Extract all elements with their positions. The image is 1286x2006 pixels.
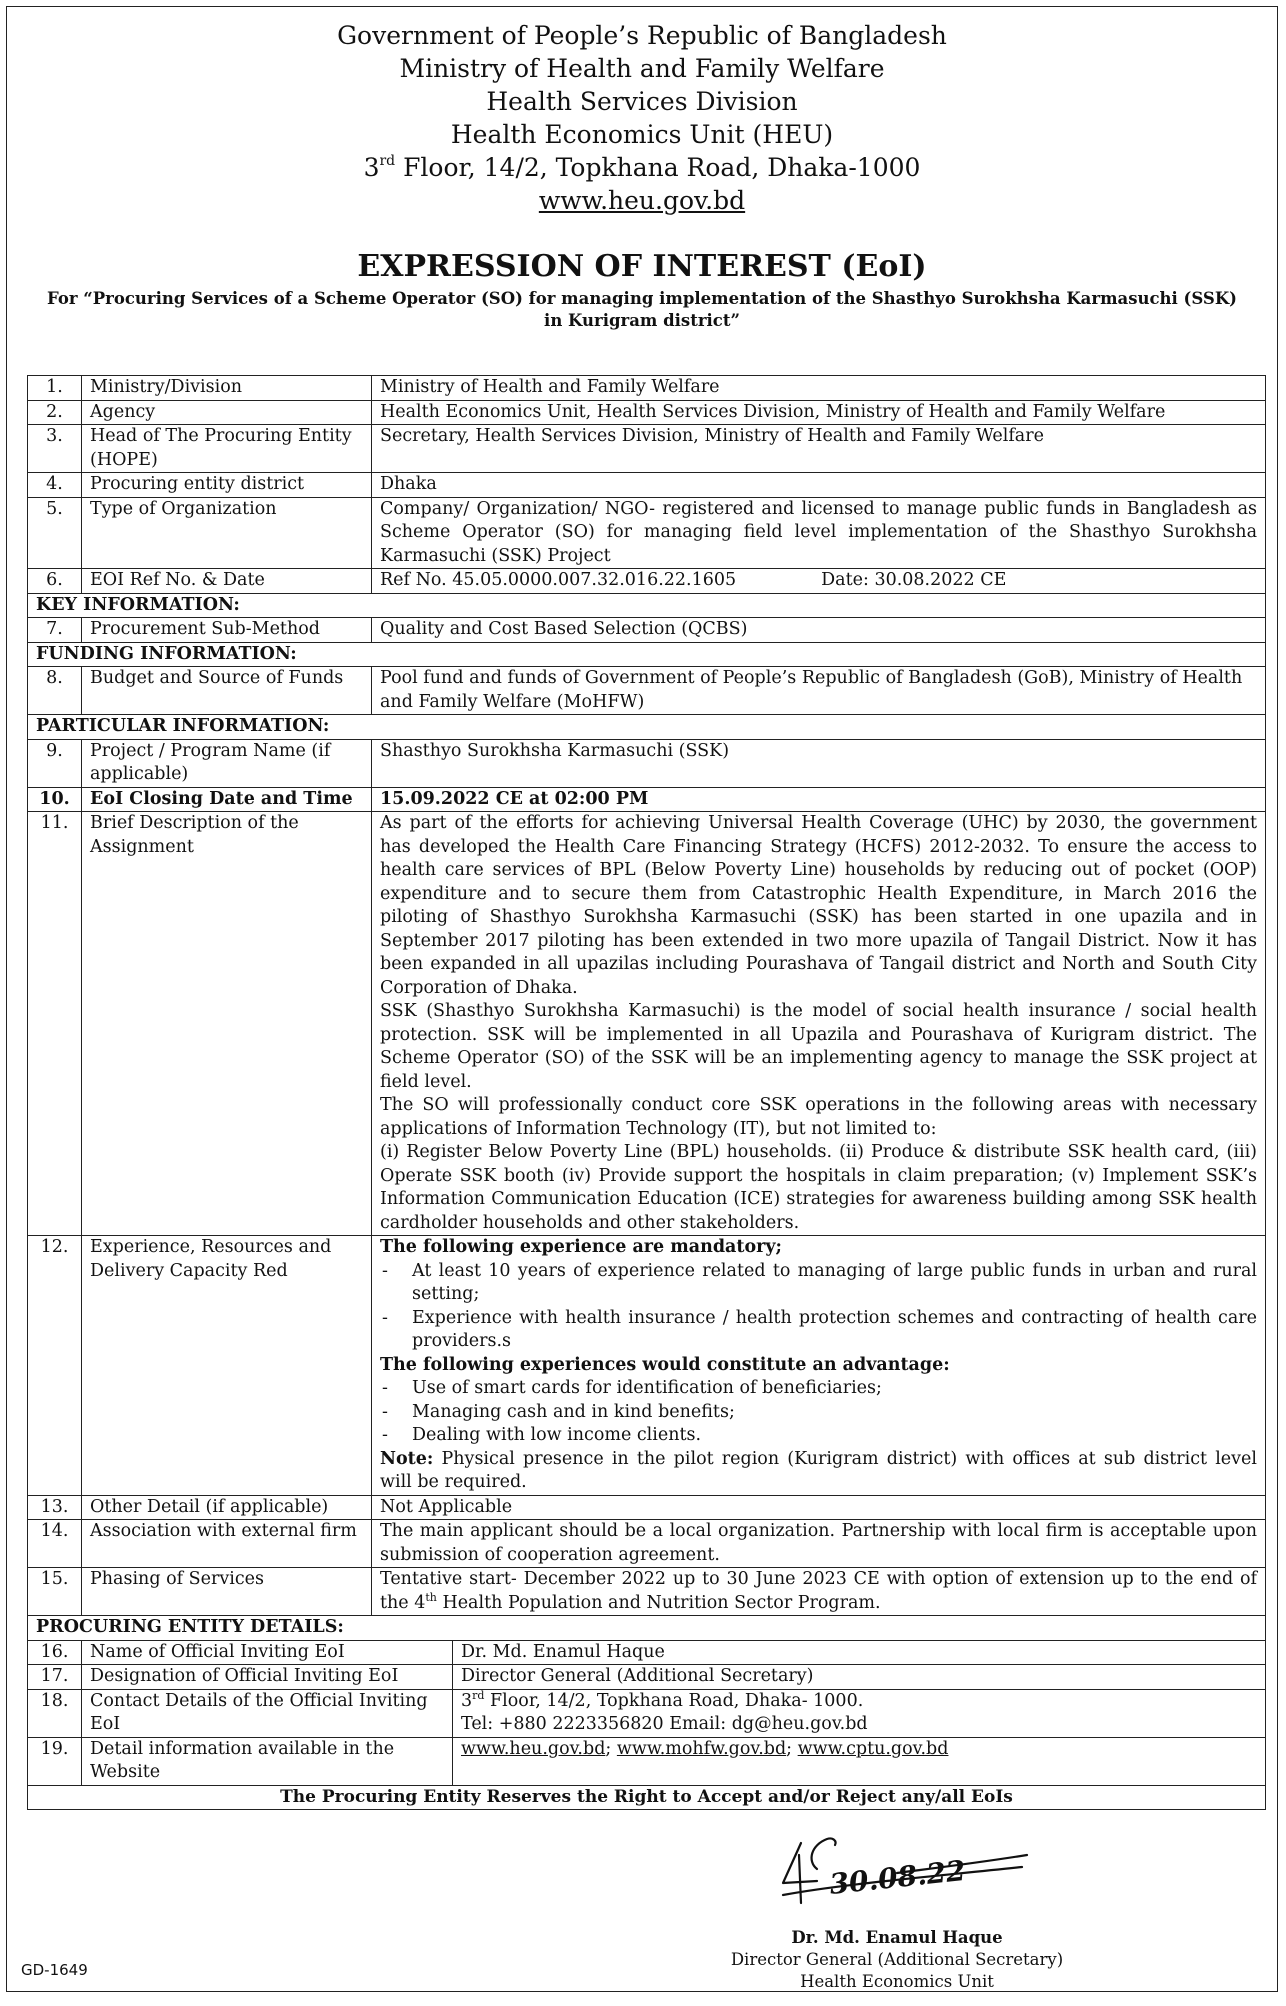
document-title: EXPRESSION OF INTEREST (EoI) <box>357 249 927 284</box>
experience-requirements: The following experience are mandatory; - At least 10 years of experience related to managing of large public funds in urban and rural setting; - Experience with health insurance / health protection schemes and contracting of health care providers.s The following experiences would constitute an advantage: - Use of smart cards for identification of beneficiaries; - Managing cash and in kind benefits; - Dealing with low income clients. Note: Physical presence in the pilot region (Kurigram district) with offices at sub district level will be required. <box>372 1236 1266 1496</box>
link-mohfw[interactable]: www.mohfw.gov.bd <box>616 1738 787 1759</box>
website-links: www.heu.gov.bd; www.mohfw.gov.bd; www.cptu.gov.bd <box>453 1737 1266 1785</box>
header-address: 3rd Floor, 14/2, Topkhana Road, Dhaka-1000 <box>363 153 921 182</box>
closing-date-value: 15.09.2022 CE at 02:00 PM <box>372 787 1266 812</box>
signatory-designation: Director General (Additional Secretary) <box>730 1950 1064 1969</box>
link-cptu[interactable]: www.cptu.gov.bd <box>797 1738 949 1759</box>
table-row: 3. Head of The Procuring Entity (HOPE) Secretary, Health Services Division, Ministry of Health and Family Welfare <box>28 425 1266 473</box>
table-row: 12. Experience, Resources and Delivery Capacity Red The following experience are mandatory; - At least 10 years of experience related to managing of large public funds in urban and rural setting; - Experience with health insurance / health protection schemes and contracting of health care providers.s The following experiences would constitute an advantage: - Use of smart cards for identification of beneficiaries; - Managing cash and in kind benefits; - Dealing with low income clients. Note: Physical presence in the pilot region (Kurigram district) with offices at sub district level will be required. <box>28 1236 1266 1496</box>
table-row: 16. Name of Official Inviting EoI Dr. Md. Enamul Haque <box>28 1640 1266 1665</box>
table-row: 11. Brief Description of the Assignment As part of the efforts for achieving Universal Health Coverage (UHC) by 2030, the government has developed the Health Care Financing Strategy (HCFS) 2012-2032. To ensure the access to health care services of BPL (Below Poverty Line) households by reducing out of pocket (OOP) expenditure and to secure them from Catastrophic Health Expenditure, in March 2016 the piloting of Shasthyo Surokhsha Karmasuchi (SSK) has been started in one upazila and in September 2017 piloting has been extended in two more upazila of Tangail District. Now it has been expanded in all upazilas including Pourashava of Tangail district and North and South City Corporation of Dhaka. SSK (Shasthyo Surokhsha Karmasuchi) is the model of social health insurance / social health protection. SSK will be implemented in all Upazila and Pourashava of Kurigram district. The Scheme Operator (SO) of the SSK will be an implementing agency to manage the SSK project at field level. The SO will professionally conduct core SSK operations in the following areas with necessary applications of Information Technology (IT), but not limited to: (i) Register Below Poverty Line (BPL) households. (ii) Produce & distribute SSK health card, (iii) Operate SSK booth (iv) Provide support the hospitals in claim preparation; (v) Implement SSK’s Information Communication Education (ICE) strategies for awareness building among SSK health cardholder households and other stakeholders. <box>28 812 1266 1236</box>
eoi-ref-number: Ref No. 45.05.0000.007.32.016.22.1605 <box>380 570 737 590</box>
list-item: - Dealing with low income clients. <box>382 1425 702 1445</box>
table-row: 8. Budget and Source of Funds Pool fund and funds of Government of People’s Republic of Bangladesh (GoB), Ministry of Health and Family Welfare (MoHFW) <box>28 667 1266 715</box>
list-item: - Use of smart cards for identification of beneficiaries; <box>382 1378 882 1398</box>
footer-row: The Procuring Entity Reserves the Right to Accept and/or Reject any/all EoIs <box>28 1785 1266 1810</box>
table-row: 7. Procurement Sub-Method Quality and Cost Based Selection (QCBS) <box>28 618 1266 643</box>
table-row: 15. Phasing of Services Tentative start- December 2022 up to 30 June 2023 CE with option of extension up to the end of the 4th Health Population and Nutrition Sector Program. <box>28 1568 1266 1616</box>
header-line-division: Health Services Division <box>486 87 798 116</box>
table-row: 10. EoI Closing Date and Time 15.09.2022 CE at 02:00 PM <box>28 787 1266 812</box>
header-website-link[interactable]: www.heu.gov.bd <box>538 186 746 215</box>
list-item: - At least 10 years of experience related to managing of large public funds in urban and rural setting; <box>382 1260 1257 1304</box>
list-item: - Experience with health insurance / health protection schemes and contracting of health care providers.s <box>382 1307 1257 1351</box>
note: Note: Physical presence in the pilot region (Kurigram district) with offices at sub district level will be required. <box>380 1448 1257 1492</box>
eoi-ref-date: Date: 30.08.2022 CE <box>821 570 1007 590</box>
handwritten-signature <box>777 1825 1037 1905</box>
list-item: - Managing cash and in kind benefits; <box>382 1401 735 1422</box>
section-heading-row: PARTICULAR INFORMATION: <box>28 715 1266 740</box>
document-page <box>6 6 1278 1992</box>
contact-details: 3rd Floor, 14/2, Topkhana Road, Dhaka- 1000. Tel: +880 2223356820 Email: dg@heu.gov.bd <box>453 1689 1266 1737</box>
table-row: 17. Designation of Official Inviting EoI Director General (Additional Secretary) <box>28 1665 1266 1690</box>
eoi-details-table <box>27 375 1266 1810</box>
table-row: 4. Procuring entity district Dhaka <box>28 473 1266 498</box>
signatory-office: Health Economics Unit <box>800 1972 994 1991</box>
table-row: 13. Other Detail (if applicable) Not Applicable <box>28 1495 1266 1520</box>
table-row: 9. Project / Program Name (if applicable) Shasthyo Surokhsha Karmasuchi (SSK) <box>28 739 1266 787</box>
section-heading-row: FUNDING INFORMATION: <box>28 642 1266 667</box>
header-line-ministry: Ministry of Health and Family Welfare <box>399 54 885 83</box>
table-row: 2. Agency Health Economics Unit, Health Services Division, Ministry of Health and Family Welfare <box>28 400 1266 425</box>
signatory-name: Dr. Md. Enamul Haque <box>791 1928 1003 1947</box>
header-line-government: Government of People’s Republic of Bangladesh <box>337 21 947 50</box>
signature-date: 30.08.22 <box>827 1853 968 1902</box>
table-row: 1. Ministry/Division Ministry of Health and Family Welfare <box>28 376 1266 401</box>
section-heading-row: KEY INFORMATION: <box>28 593 1266 618</box>
document-subtitle: For “Procuring Services of a Scheme Operator (SO) for managing implementation of the Shasthyo Surokhsha Karmasuchi (SSK) in Kurigram district” <box>47 289 1237 330</box>
assignment-description: As part of the efforts for achieving Universal Health Coverage (UHC) by 2030, the government has developed the Health Care Financing Strategy (HCFS) 2012-2032. To ensure the access to health care services of BPL (Below Poverty Line) households by reducing out of pocket (OOP) expenditure and to secure them from Catastrophic Health Expenditure, in March 2016 the piloting of Shasthyo Surokhsha Karmasuchi (SSK) has been started in one upazila and in September 2017 piloting has been extended in two more upazila of Tangail District. Now it has been expanded in all upazilas including Pourashava of Tangail district and North and South City Corporation of Dhaka. SSK (Shasthyo Surokhsha Karmasuchi) is the model of social health insurance / social health protection. SSK will be implemented in all Upazila and Pourashava of Kurigram district. The Scheme Operator (SO) of the SSK will be an implementing agency to manage the SSK project at field level. The SO will professionally conduct core SSK operations in the following areas with necessary applications of Information Technology (IT), but not limited to: (i) Register Below Poverty Line (BPL) households. (ii) Produce & distribute SSK health card, (iii) Operate SSK booth (iv) Provide support the hospitals in claim preparation; (v) Implement SSK’s Information Communication Education (ICE) strategies for awareness building among SSK health cardholder households and other stakeholders. <box>372 812 1266 1236</box>
table-row: 19. Detail information available in the Website www.heu.gov.bd; www.mohfw.gov.bd; www.cptu.gov.bd <box>28 1737 1266 1785</box>
table-row: 18. Contact Details of the Official Inviting EoI 3rd Floor, 14/2, Topkhana Road, Dhaka- 1000. Tel: +880 2223356820 Email: dg@heu.gov.bd <box>28 1689 1266 1737</box>
table-row: 5. Type of Organization Company/ Organization/ NGO- registered and licensed to manage public funds in Bangladesh as Scheme Operator (SO) for managing field level implementation of the Shasthyo Surokhsha Karmasuchi (SSK) Project <box>28 497 1266 569</box>
section-heading-row: PROCURING ENTITY DETAILS: <box>28 1616 1266 1641</box>
link-heu[interactable]: www.heu.gov.bd <box>461 1738 606 1759</box>
header-line-unit: Health Economics Unit (HEU) <box>450 120 834 149</box>
table-row: 14. Association with external firm The main applicant should be a local organization. Partnership with local firm is acceptable upon submission of cooperation agreement. <box>28 1520 1266 1568</box>
document-code: GD-1649 <box>21 1961 88 1979</box>
table-row: 6. EOI Ref No. & Date Ref No. 45.05.0000.007.32.016.22.1605 Date: 30.08.2022 CE <box>28 569 1266 594</box>
letterhead <box>7 19 1277 217</box>
signatory-block <box>687 1927 1107 1993</box>
